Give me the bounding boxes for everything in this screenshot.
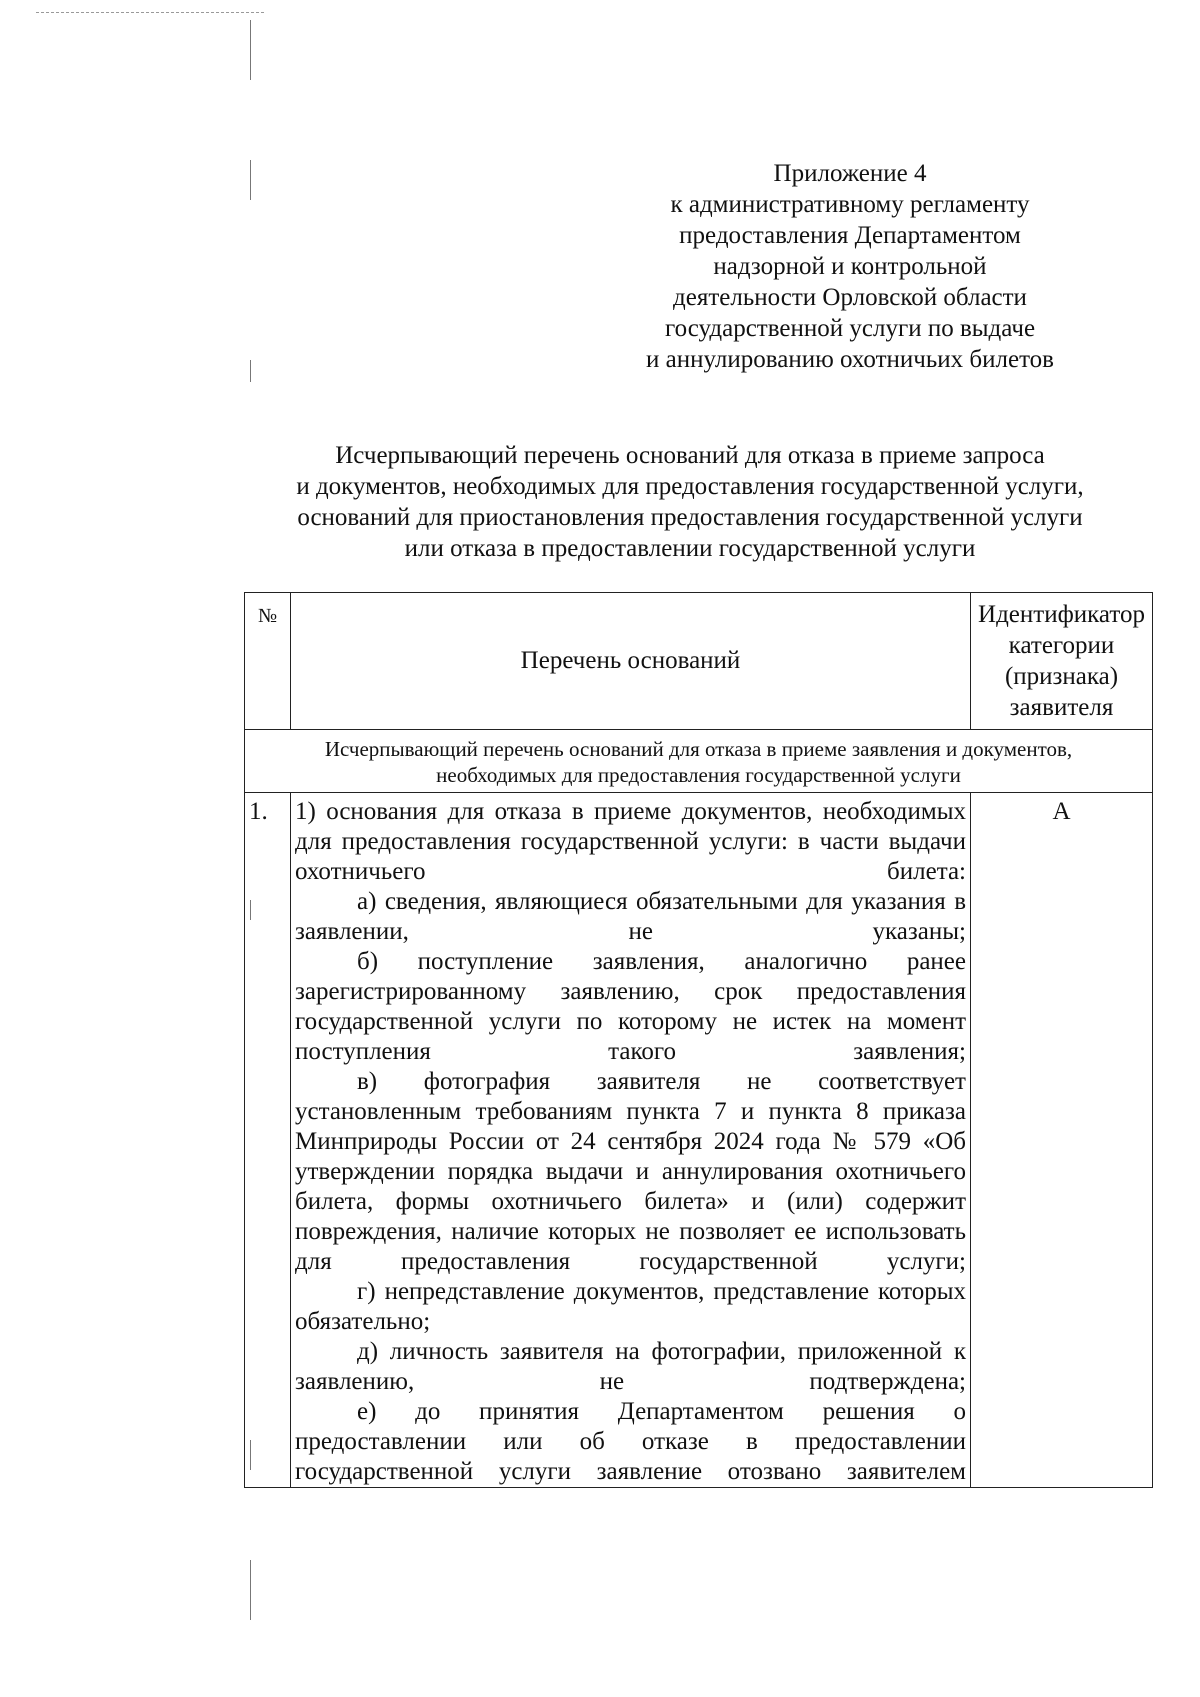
grounds-table [244,592,1153,1488]
ground-paragraph: 1) основания для отказа в приеме документов, необходимых для предоставления государственной услуги: в части выдачи охотничьего билета: [295,798,966,885]
scan-margin-tick [250,1560,251,1620]
appendix-line: к административному регламенту [670,191,1030,218]
row-grounds-list [291,793,971,1488]
appendix-line: государственной услуги по выдаче [664,315,1036,342]
scan-margin-tick [250,20,251,80]
appendix-line: деятельности Орловской области [673,284,1027,311]
row-identifier: А [971,793,1153,1488]
ground-paragraph: а) сведения, являющиеся обязательными для указания в заявлении, не указаны; [295,888,966,945]
identifier-header-line: Идентификатор [978,601,1145,628]
ground-paragraph: д) личность заявителя на фотографии, приложенной к заявлению, не подтверждена; [295,1338,966,1395]
appendix-line: и аннулированию охотничьих билетов [646,346,1054,373]
ground-paragraph: б) поступление заявления, аналогично ранее зарегистрированному заявлению, срок предоставления государственной услуги по которому не истек на момент поступления такого заявления; [295,948,966,1065]
table-header-row [245,593,1153,730]
title-line: Исчерпывающий перечень оснований для отказа в приеме запроса [335,442,1045,469]
appendix-line: надзорной и контрольной [713,253,987,280]
scan-margin-tick [250,360,251,382]
identifier-header-line: (признака) [1004,663,1119,690]
appendix-line: Приложение 4 [773,160,927,187]
section-heading-line: необходимых для предоставления государственной услуги [436,763,961,787]
identifier-header-line: заявителя [1009,694,1114,721]
table-row [245,793,1153,1488]
ground-paragraph: г) непредставление документов, представление которых обязательно; [295,1278,966,1335]
scan-top-dash [36,12,264,13]
title-line: оснований для приостановления предоставления государственной услуги [297,504,1083,531]
row-number: 1. [245,793,291,1488]
appendix-line: предоставления Департаментом [679,222,1021,249]
section-heading-row [245,730,1153,793]
number-column-header: № [245,593,291,730]
scan-margin-tick [250,160,251,200]
document-title [240,440,1140,564]
title-line: или отказа в предоставлении государственной услуги [404,535,976,562]
appendix-header [590,158,1110,375]
section-heading [245,730,1153,793]
list-column-header: Перечень оснований [291,593,971,730]
identifier-column-header [971,593,1153,730]
identifier-header-line: категории [1008,632,1115,659]
ground-paragraph: е) до принятия Департаментом решения о предоставлении или об отказе в предоставлении государственной услуги заявление отозвано заявителем [295,1398,966,1485]
section-heading-line: Исчерпывающий перечень оснований для отказа в приеме заявления и документов, [324,737,1073,761]
title-line: и документов, необходимых для предоставления государственной услуги, [296,473,1084,500]
ground-paragraph: в) фотография заявителя не соответствует установленным требованиям пункта 7 и пункта 8 приказа Минприроды России от 24 сентября 2024 года № 579 «Об утверждении порядка выдачи и аннулирования охотничьего билета, формы охотничьего билета» и (или) содержит повреждения, наличие которых не позволяет ее использовать для предоставления государственной услуги; [295,1068,966,1275]
